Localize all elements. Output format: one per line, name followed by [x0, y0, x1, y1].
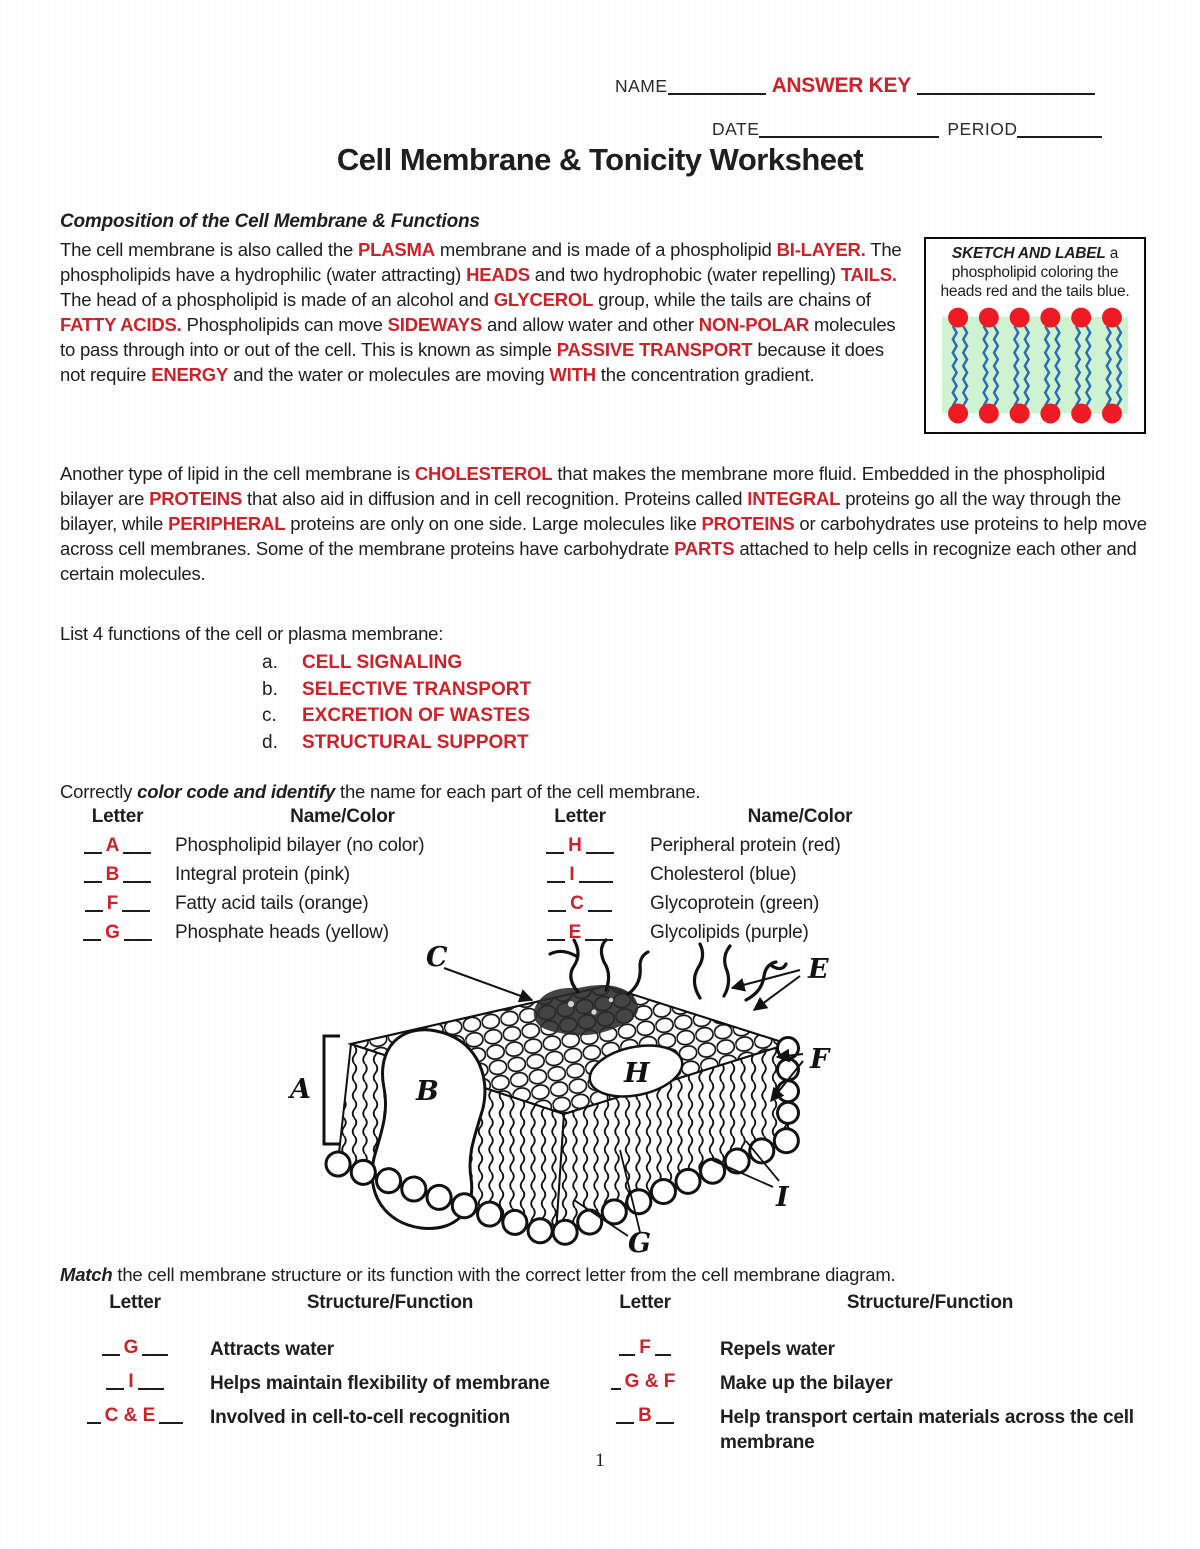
name-line — [615, 74, 1095, 98]
name-label: NAME — [615, 76, 668, 96]
part-name: Integral protein (pink) — [175, 864, 350, 885]
function-item — [262, 677, 531, 704]
function-answer: EXCRETION OF WASTES — [302, 705, 531, 726]
match-answer-letter: C & E — [104, 1405, 156, 1426]
answer-letter: B — [105, 864, 120, 885]
functions-intro: List 4 functions of the cell or plasma membrane: — [60, 623, 444, 644]
match-answer-letter: B — [638, 1405, 652, 1426]
diagram-label-h: H — [624, 1058, 650, 1089]
function-answer: STRUCTURAL SUPPORT — [302, 731, 529, 753]
match-answer-letter: F — [639, 1337, 651, 1358]
intro-row — [60, 237, 1146, 434]
match-letter-cell — [570, 1405, 720, 1455]
match-letter-cell — [60, 1337, 210, 1362]
match-letter-cell — [60, 1371, 210, 1396]
match-answer-letter: I — [128, 1371, 134, 1392]
match-table — [60, 1292, 1145, 1455]
column-header: Letter — [554, 806, 606, 827]
function-answer: CELL SIGNALING — [302, 652, 463, 673]
match-text: Involved in cell-to-cell recognition — [210, 1407, 511, 1428]
answer-letter: H — [568, 835, 582, 856]
function-item — [262, 650, 531, 677]
part-name: Glycoprotein (green) — [650, 893, 820, 914]
part-name: Cholesterol (blue) — [650, 864, 797, 885]
sketch-instruction-box — [924, 237, 1146, 434]
match-intro: Match the cell membrane structure or its function with the correct letter from the cell membrane diagram. — [60, 1264, 896, 1285]
answer-letter-cell — [60, 864, 175, 886]
column-header: Structure/Function — [846, 1292, 1014, 1313]
function-letter: c. — [262, 705, 277, 726]
section-heading: Composition of the Cell Membrane & Functions — [60, 211, 480, 232]
part-name: Phosphate heads (yellow) — [175, 922, 389, 943]
sketch-caption: SKETCH AND LABEL a phospholipid coloring the heads red and the tails blue. — [940, 245, 1130, 300]
sketch-background — [942, 317, 1128, 414]
answer-letter-cell — [60, 893, 175, 915]
match-answer-letter: G — [123, 1337, 139, 1358]
intro-paragraph: The cell membrane is also called the PLASMA membrane and is made of a phospholipid BI-LAYER. The phospholipids have a hydrophilic (water attracting) HEADS and two hydrophobic (water repelling) TAILS. The head of a phospholipid is made of an alcohol and GLYCEROL group, while the tails are chains of FATTY ACIDS. Phospholipids can move SIDEWAYS and allow water and other NON-POLAR molecules to pass through into or out of the cell. This is known as simple PASSIVE TRANSPORT because it does not require ENERGY and the water or molecules are moving WITH the concentration gradient. — [60, 239, 902, 385]
column-header: Name/Color — [747, 806, 853, 827]
color-code-table — [60, 806, 1145, 944]
function-item — [262, 730, 531, 757]
function-letter: b. — [262, 678, 278, 700]
name-blank-line — [668, 78, 766, 95]
answer-letter: I — [569, 864, 575, 885]
bilayer-bracket — [324, 1036, 340, 1144]
color-code-intro: Correctly color code and identify the name for each part of the cell membrane. — [60, 781, 701, 802]
answer-letter: F — [106, 893, 119, 914]
function-letter: a. — [262, 652, 278, 673]
part-name: Fatty acid tails (orange) — [175, 893, 369, 914]
answer-letter: C — [570, 893, 584, 914]
diagram-label-a: A — [290, 1074, 311, 1105]
column-header: Letter — [619, 1292, 671, 1313]
match-text: Repels water — [720, 1339, 835, 1360]
function-letter: d. — [262, 731, 278, 753]
part-name: Peripheral protein (red) — [650, 835, 841, 856]
match-text: Help transport certain materials across the cell membrane — [720, 1407, 1134, 1453]
match-letter-cell — [570, 1337, 720, 1362]
membrane-diagram — [276, 938, 841, 1256]
answer-key-text: ANSWER KEY — [771, 74, 911, 97]
period-label: PERIOD — [947, 119, 1018, 139]
part-name: Phospholipid bilayer (no color) — [175, 835, 425, 856]
answer-letter-cell — [510, 835, 650, 857]
diagram-label-e: E — [808, 954, 829, 985]
answer-letter: A — [105, 835, 120, 856]
period-blank-line — [1017, 121, 1102, 138]
answer-letter: G — [105, 922, 120, 943]
column-header: Letter — [109, 1292, 161, 1313]
match-text: Attracts water — [210, 1339, 334, 1360]
page-number: 1 — [595, 1450, 605, 1471]
column-header: Letter — [91, 806, 144, 827]
match-letter-cell — [570, 1371, 720, 1396]
diagram-label-i: I — [776, 1182, 789, 1213]
date-label: DATE — [712, 119, 760, 139]
date-period-line — [712, 119, 1102, 140]
page-title: Cell Membrane & Tonicity Worksheet — [336, 142, 864, 177]
match-letter-cell — [60, 1405, 210, 1455]
membrane-paragraph: Another type of lipid in the cell membrane is CHOLESTEROL that makes the membrane more fluid. Embedded in the phospholipid bilayer are PROTEINS that also aid in diffusion and in cell recognition. Proteins called INTEGRAL proteins go all the way through the bilayer, while PERIPHERAL proteins are only on one side. Large molecules like PROTEINS or carbohydrates use proteins to help move across cell membranes. Some of the membrane proteins have carbohydrate PARTS attached to help cells in recognize each other and certain molecules. — [60, 463, 1147, 584]
match-answer-letter: G & F — [624, 1371, 676, 1392]
match-text: Make up the bilayer — [720, 1373, 893, 1394]
answer-letter-cell — [510, 893, 650, 915]
column-header: Structure/Function — [306, 1292, 474, 1313]
function-item — [262, 703, 531, 730]
diagram-label-g: G — [628, 1228, 652, 1256]
name-blank-line-2 — [917, 78, 1095, 95]
diagram-label-b: B — [416, 1076, 439, 1107]
answer-letter-cell — [510, 864, 650, 886]
date-blank-line — [759, 121, 939, 138]
diagram-label-f: F — [810, 1044, 830, 1075]
column-header: Name/Color — [290, 806, 395, 827]
answer-letter-cell — [60, 922, 175, 944]
diagram-label-c: C — [426, 942, 448, 973]
part-name: Glycolipids (purple) — [650, 922, 809, 943]
match-text: Helps maintain flexibility of membrane — [210, 1373, 550, 1394]
answer-letter: E — [568, 922, 582, 943]
function-answer: SELECTIVE TRANSPORT — [302, 678, 532, 700]
answer-letter-cell — [60, 835, 175, 857]
phospholipid-sketch — [940, 304, 1130, 428]
functions-list — [262, 650, 531, 756]
